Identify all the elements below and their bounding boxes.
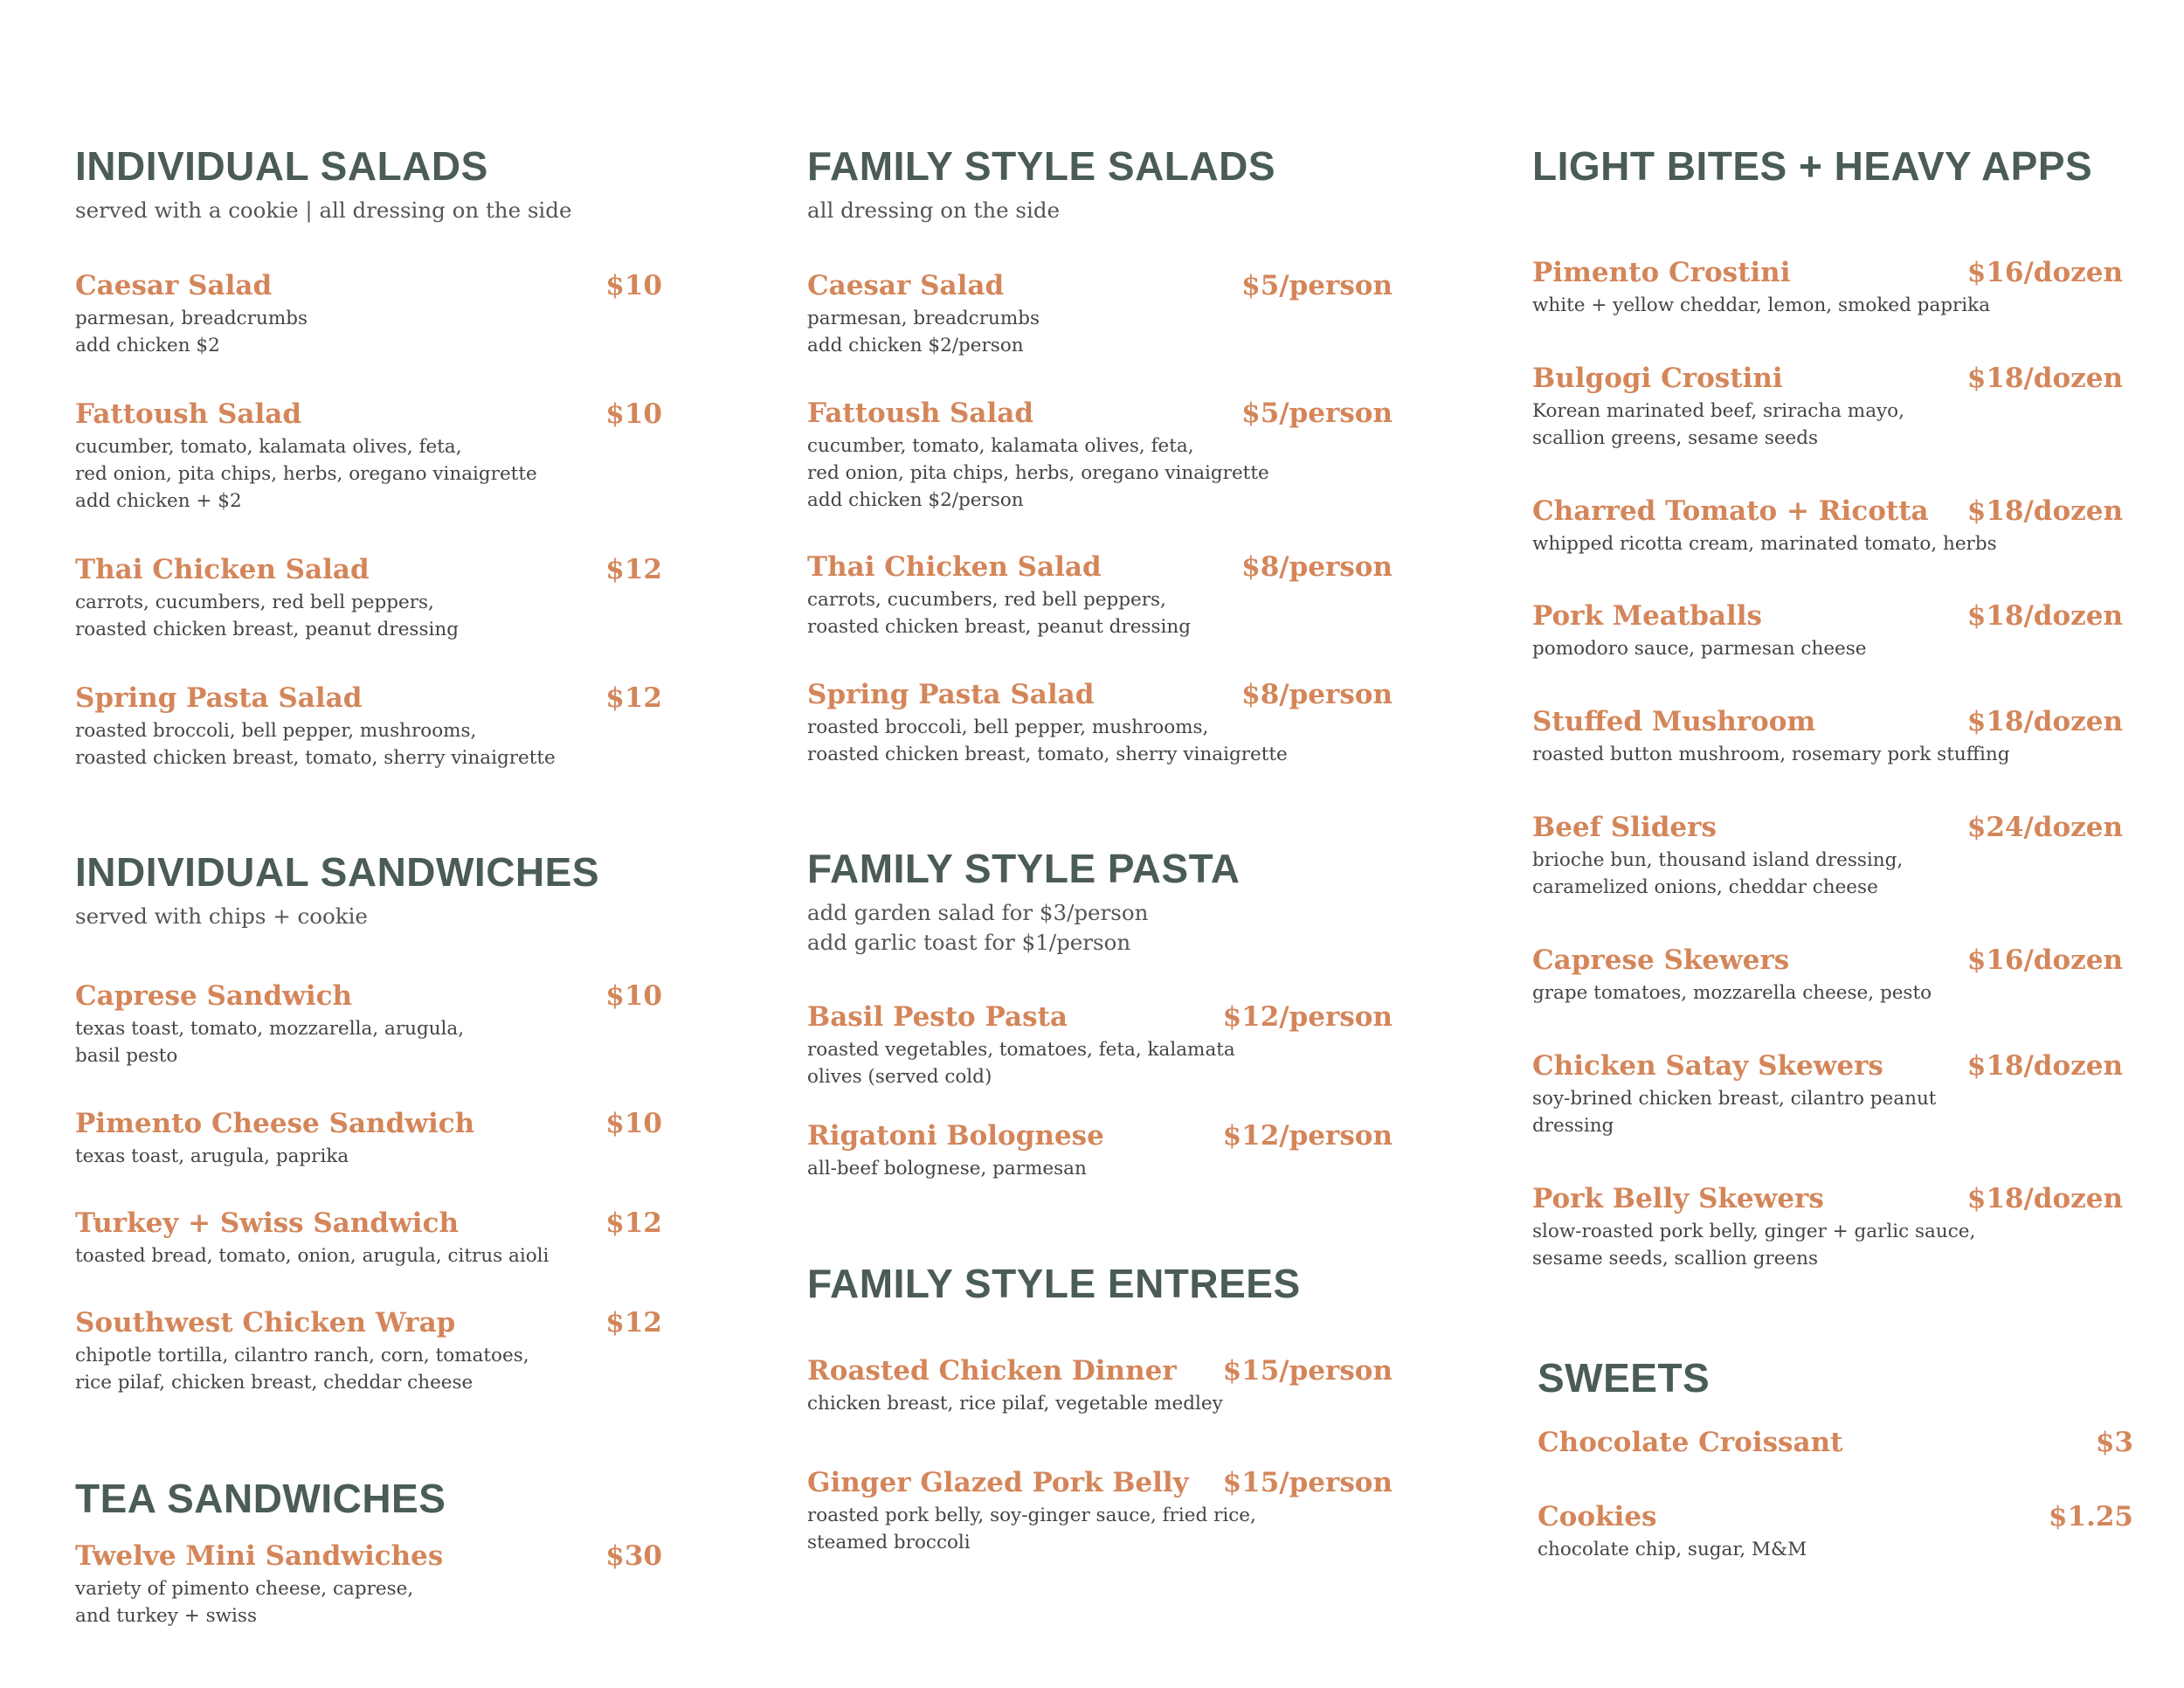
item-price: $12: [605, 1307, 662, 1339]
item-name: Bulgogi Crostini: [1532, 363, 1783, 394]
item-description: [75, 433, 662, 515]
description-line: all-beef bolognese, parmesan: [807, 1158, 1087, 1180]
item-name: Caprese Skewers: [1532, 944, 1790, 976]
item-price: $3: [2095, 1427, 2133, 1458]
item-price: $15/person: [1222, 1467, 1393, 1498]
item-name: Spring Pasta Salad: [75, 682, 363, 714]
item-price: $18/dozen: [1966, 1050, 2123, 1082]
item-name: Cookies: [1538, 1501, 1657, 1532]
item-price: $10: [605, 980, 662, 1012]
item-description: [1532, 847, 2123, 901]
item-price: $18/dozen: [1966, 600, 2123, 632]
item-price: $18/dozen: [1966, 706, 2123, 737]
description-line: Korean marinated beef, sriracha mayo,: [1532, 400, 1904, 422]
item-description: [1532, 1085, 2123, 1139]
section-title: INDIVIDUAL SALADS: [75, 143, 488, 189]
item-price: $12/person: [1222, 1001, 1393, 1033]
description-line: sesame seeds, scallion greens: [1532, 1248, 1819, 1269]
item-description: [1532, 741, 2123, 768]
item-description: [807, 1502, 1393, 1556]
description-line: parmesan, breadcrumbs: [807, 308, 1040, 329]
item-description: [807, 432, 1393, 514]
description-line: roasted broccoli, bell pepper, mushrooms,: [75, 720, 477, 742]
item-price: $5/person: [1241, 398, 1393, 429]
item-name: Caesar Salad: [75, 270, 273, 301]
description-line: add chicken $2/person: [807, 335, 1024, 356]
description-line: variety of pimento cheese, caprese,: [75, 1578, 414, 1600]
item-price: $10: [605, 1108, 662, 1139]
description-line: slow-roasted pork belly, ginger + garlic sauce,: [1532, 1221, 1976, 1242]
description-line: texas toast, arugula, paprika: [75, 1145, 349, 1167]
subtitle-line: add garden salad for $3/person: [807, 900, 1149, 925]
item-name: Caesar Salad: [807, 270, 1005, 301]
section-subtitle: [807, 898, 1148, 958]
item-description: [1532, 292, 2123, 319]
description-line: chipotle tortilla, cilantro ranch, corn, tomatoes,: [75, 1345, 529, 1366]
item-description: [75, 1575, 662, 1629]
item-price: $8/person: [1241, 679, 1393, 710]
section-title: FAMILY STYLE ENTREES: [807, 1261, 1301, 1306]
description-line: parmesan, breadcrumbs: [75, 308, 308, 329]
description-line: red onion, pita chips, herbs, oregano vinaigrette: [807, 462, 1269, 484]
section-title: LIGHT BITES + HEAVY APPS: [1532, 143, 2093, 189]
description-line: soy-brined chicken breast, cilantro peanut: [1532, 1088, 1937, 1110]
item-description: [1532, 1218, 2123, 1272]
description-line: and turkey + swiss: [75, 1605, 257, 1627]
item-price: $15/person: [1222, 1355, 1393, 1387]
item-description: [807, 586, 1393, 640]
item-name: Ginger Glazed Pork Belly: [807, 1467, 1189, 1498]
item-description: [75, 1143, 662, 1170]
description-line: red onion, pita chips, herbs, oregano vinaigrette: [75, 463, 537, 485]
item-name: Beef Sliders: [1532, 812, 1717, 843]
item-name: Spring Pasta Salad: [807, 679, 1095, 710]
section-title: TEA SANDWICHES: [75, 1476, 446, 1521]
item-price: $12/person: [1222, 1120, 1393, 1152]
item-description: [807, 1036, 1393, 1090]
section-title: FAMILY STYLE PASTA: [807, 846, 1241, 891]
item-name: Caprese Sandwich: [75, 980, 353, 1012]
description-line: grape tomatoes, mozzarella cheese, pesto: [1532, 982, 1932, 1004]
item-description: [1532, 530, 2123, 557]
description-line: roasted pork belly, soy-ginger sauce, fried rice,: [807, 1505, 1256, 1526]
item-price: $30: [605, 1540, 662, 1572]
item-name: Chocolate Croissant: [1538, 1427, 1843, 1458]
description-line: roasted chicken breast, peanut dressing: [807, 616, 1191, 638]
item-price: $18/dozen: [1966, 1183, 2123, 1214]
item-name: Fattoush Salad: [807, 398, 1034, 429]
section-subtitle: served with a cookie | all dressing on the side: [75, 197, 572, 223]
item-description: [807, 305, 1393, 359]
item-description: [75, 1242, 662, 1269]
description-line: scallion greens, sesame seeds: [1532, 427, 1819, 449]
description-line: chicken breast, rice pilaf, vegetable medley: [807, 1393, 1223, 1415]
item-name: Basil Pesto Pasta: [807, 1001, 1068, 1033]
item-name: Thai Chicken Salad: [807, 551, 1102, 583]
description-line: caramelized onions, cheddar cheese: [1532, 876, 1878, 898]
description-line: rice pilaf, chicken breast, cheddar cheese: [75, 1372, 473, 1394]
description-line: olives (served cold): [807, 1066, 992, 1088]
description-line: roasted chicken breast, tomato, sherry vinaigrette: [807, 744, 1288, 765]
description-line: basil pesto: [75, 1045, 178, 1067]
item-price: $8/person: [1241, 551, 1393, 583]
item-name: Fattoush Salad: [75, 398, 302, 430]
item-price: $5/person: [1241, 270, 1393, 301]
section-subtitle: all dressing on the side: [807, 197, 1061, 223]
item-description: [75, 589, 662, 643]
description-line: roasted button mushroom, rosemary pork stuffing: [1532, 744, 2010, 765]
description-line: steamed broccoli: [807, 1532, 971, 1553]
item-description: [75, 1342, 662, 1396]
description-line: chocolate chip, sugar, M&M: [1538, 1539, 1807, 1560]
description-line: carrots, cucumbers, red bell peppers,: [75, 591, 434, 613]
item-name: Rigatoni Bolognese: [807, 1120, 1104, 1152]
description-line: carrots, cucumbers, red bell peppers,: [807, 589, 1166, 611]
item-description: [75, 717, 662, 771]
description-line: roasted chicken breast, peanut dressing: [75, 619, 459, 640]
item-description: [75, 1015, 662, 1069]
item-price: $10: [605, 270, 662, 301]
item-description: [1532, 398, 2123, 452]
description-line: roasted broccoli, bell pepper, mushrooms,: [807, 716, 1209, 738]
item-price: $18/dozen: [1966, 363, 2123, 394]
description-line: cucumber, tomato, kalamata olives, feta,: [75, 436, 462, 458]
section-subtitle: served with chips + cookie: [75, 903, 368, 929]
item-price: $1.25: [2048, 1501, 2133, 1532]
item-name: Pork Belly Skewers: [1532, 1183, 1824, 1214]
item-name: Pork Meatballs: [1532, 600, 1762, 632]
item-description: [75, 305, 662, 359]
description-line: add chicken $2/person: [807, 489, 1024, 511]
description-line: pomodoro sauce, parmesan cheese: [1532, 638, 1867, 660]
item-name: Pimento Cheese Sandwich: [75, 1108, 475, 1139]
section-title: SWEETS: [1538, 1355, 1711, 1401]
item-description: [1538, 1536, 2133, 1563]
item-description: [807, 714, 1393, 768]
item-name: Southwest Chicken Wrap: [75, 1307, 456, 1339]
description-line: texas toast, tomato, mozzarella, arugula,: [75, 1018, 465, 1040]
section-title: FAMILY STYLE SALADS: [807, 143, 1276, 189]
item-price: $12: [605, 682, 662, 714]
section-title: INDIVIDUAL SANDWICHES: [75, 849, 600, 895]
item-price: $12: [605, 1207, 662, 1239]
description-line: roasted chicken breast, tomato, sherry vinaigrette: [75, 747, 556, 769]
description-line: brioche bun, thousand island dressing,: [1532, 849, 1904, 871]
description-line: toasted bread, tomato, onion, arugula, citrus aioli: [75, 1245, 549, 1267]
subtitle-line: add garlic toast for $1/person: [807, 930, 1131, 955]
item-name: Charred Tomato + Ricotta: [1532, 495, 1929, 527]
item-price: $12: [605, 554, 662, 585]
item-description: [807, 1390, 1393, 1417]
item-name: Twelve Mini Sandwiches: [75, 1540, 444, 1572]
item-price: $16/dozen: [1966, 944, 2123, 976]
item-price: $16/dozen: [1966, 257, 2123, 288]
item-name: Pimento Crostini: [1532, 257, 1791, 288]
item-name: Turkey + Swiss Sandwich: [75, 1207, 459, 1239]
item-name: Roasted Chicken Dinner: [807, 1355, 1177, 1387]
description-line: white + yellow cheddar, lemon, smoked paprika: [1532, 294, 1991, 316]
description-line: add chicken $2: [75, 335, 220, 356]
item-price: $10: [605, 398, 662, 430]
description-line: add chicken + $2: [75, 490, 242, 512]
description-line: whipped ricotta cream, marinated tomato, herbs: [1532, 533, 1997, 555]
description-line: cucumber, tomato, kalamata olives, feta,: [807, 435, 1194, 457]
item-name: Stuffed Mushroom: [1532, 706, 1816, 737]
item-name: Thai Chicken Salad: [75, 554, 370, 585]
item-description: [1532, 979, 2123, 1007]
description-line: dressing: [1532, 1115, 1614, 1137]
item-price: $18/dozen: [1966, 495, 2123, 527]
item-name: Chicken Satay Skewers: [1532, 1050, 1883, 1082]
item-price: $24/dozen: [1966, 812, 2123, 843]
description-line: roasted vegetables, tomatoes, feta, kalamata: [807, 1039, 1235, 1061]
item-description: [807, 1155, 1393, 1182]
item-description: [1532, 635, 2123, 662]
